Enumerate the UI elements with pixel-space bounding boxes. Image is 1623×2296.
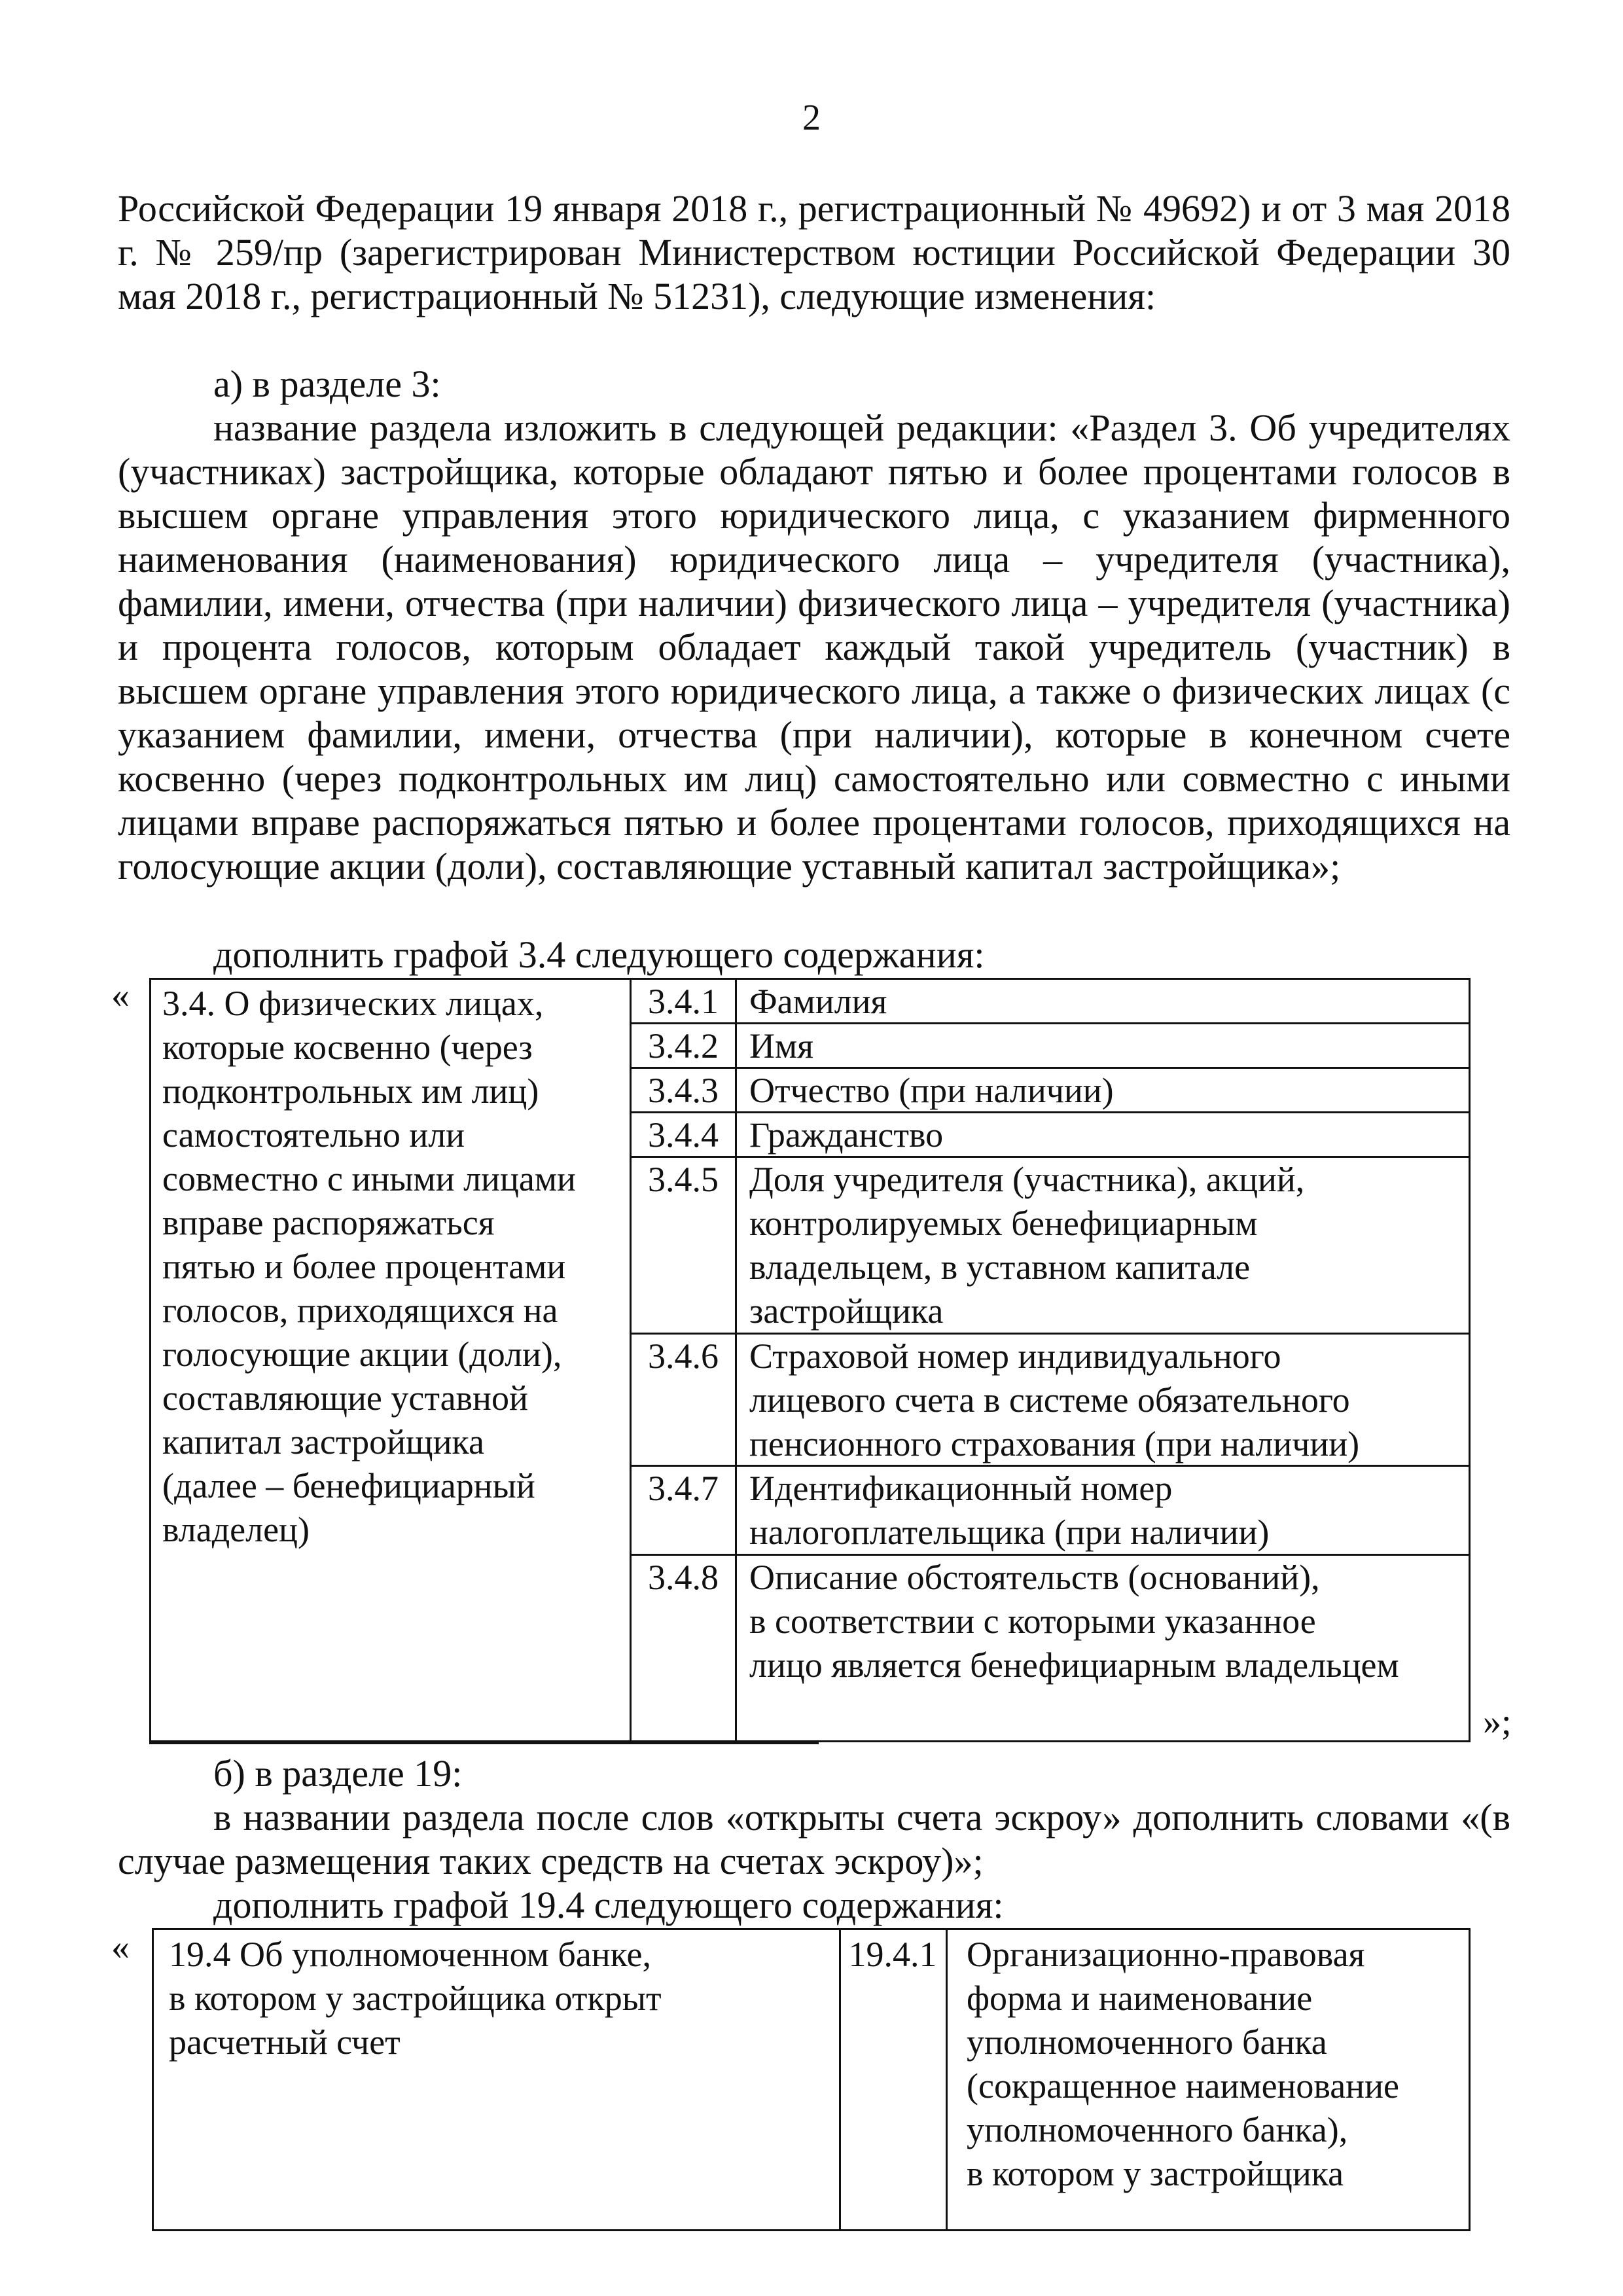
table-3-4-code: 3.4.8 (648, 1558, 719, 1597)
table-19-4-code: 19.4.1 (848, 1935, 937, 1974)
table-3-4-left-line: капитал застройщика (162, 1422, 484, 1462)
table-3-4-desc: в соответствии с которыми указанное (749, 1602, 1316, 1641)
table-3-4-left-line: вправе распоряжаться (162, 1203, 495, 1242)
table-3-4-desc: налогоплательщика (при наличии) (749, 1513, 1270, 1552)
table-3-4-code: 3.4.7 (648, 1469, 719, 1508)
table-3-4-close-quote: »; (1483, 1702, 1512, 1742)
table-19-4-desc: уполномоченного банка (967, 2022, 1327, 2062)
table-3-4-code: 3.4.2 (648, 1026, 719, 1066)
table-3-4-desc: Гражданство (749, 1115, 944, 1155)
table-3-4-code: 3.4.5 (648, 1160, 719, 1199)
table-19-4-desc: Организационно-правовая (967, 1935, 1365, 1974)
table-3-4-left-line: которые косвенно (через (162, 1028, 533, 1067)
section-b-add-column-intro: дополнить графой 19.4 следующего содержания: (213, 1884, 1004, 1926)
section-a-heading: а) в разделе 3: (213, 363, 441, 405)
table-3-4-right-border (1469, 978, 1471, 1742)
table-3-4-desc: лицевого счета в системе обязательного (749, 1380, 1350, 1420)
table-19-4-desc: (сокращенное наименование (967, 2066, 1399, 2106)
table-3-4-desc: владельцем, в уставном капитале (749, 1247, 1251, 1287)
table-19-4-left-line: 19.4 Об уполномоченном банке, (169, 1935, 652, 1974)
table-3-4-bottom-border (149, 1740, 1471, 1742)
table-3-4-left-line: совместно с иными лицами (162, 1159, 576, 1198)
table-3-4-desc: Страховой номер индивидуального (749, 1336, 1281, 1376)
table-3-4-desc: Имя (749, 1026, 814, 1066)
table-3-4-desc: лицо является бенефициарным владельцем (749, 1645, 1399, 1685)
table-3-4-code: 3.4.4 (648, 1115, 719, 1155)
table-3-4-left-line: (далее – бенефициарный (162, 1466, 535, 1505)
table-3-4-open-quote: « (111, 975, 130, 1016)
table-19-4-desc: уполномоченного банка), (967, 2110, 1348, 2149)
table-3-4-desc: пенсионного страхования (при наличии) (749, 1424, 1360, 1463)
table-19-4-divider-code (946, 1928, 948, 2231)
table-3-4-left-line: 3.4. О физических лицах, (162, 984, 544, 1023)
section-b-heading: б) в разделе 19: (213, 1752, 463, 1795)
table-19-4-bottom-border (152, 2229, 1471, 2231)
table-3-4-left-line: владелец) (162, 1510, 310, 1549)
table-3-4-code: 3.4.3 (648, 1071, 719, 1110)
table-3-4-desc: застройщика (749, 1291, 944, 1331)
table-3-4-left-line: голосующие акции (доли), (162, 1335, 562, 1374)
page-number: 2 (802, 98, 821, 138)
section-b-title-change: в названии раздела после слов «открыты счета эскроу» дополнить словами «(в случае размещения таких средств на счетах эскроу)»; (118, 1796, 1510, 1882)
table-19-4-desc: форма и наименование (967, 1979, 1313, 2018)
table-3-4-code: 3.4.1 (648, 982, 719, 1021)
table-19-4-open-quote: « (111, 1927, 130, 1967)
table-3-4-desc: Фамилия (749, 982, 887, 1021)
table-19-4-left-line: расчетный счет (169, 2022, 401, 2062)
table-3-4-desc: Доля учредителя (участника), акций, (749, 1160, 1305, 1199)
table-3-4-left-line: самостоятельно или (162, 1115, 465, 1155)
table-19-4-desc: в котором у застройщика (967, 2154, 1344, 2193)
table-19-4-top-border (152, 1928, 1471, 1930)
intro-paragraph: Российской Федерации 19 января 2018 г., регистрационный № 49692) и от 3 мая 2018 г. № 259/пр (зарегистрирован Министерством юстиции Российской Федерации 30 мая 2018 г., регистрационный № 51231), следующие изменения: (118, 187, 1510, 317)
table-19-4-left-border (152, 1928, 154, 2231)
table-3-4-code: 3.4.6 (648, 1336, 719, 1376)
section-a-title-change: название раздела изложить в следующей редакции: «Раздел 3. Об учредителях (участниках) застройщика, которые обладают пятью и более процентами голосов в высшем органе управления этого юридического лица, с указанием фирменного наименования (наименования) юридического лица – учредителя (участника), фамилии, имени, отчества (при наличии) физического лица – учредителя (участника) и процента голосов, которым обладает каждый такой учредитель (участник) в высшем органе управления этого юридического лица, а также о физических лицах (с указанием фамилии, имени, отчества (при наличии), которые в конечном счете косвенно (через подконтрольных им лиц) самостоятельно или совместно с иными лицами вправе распоряжаться пятью и более процентами голосов, приходящихся на голосующие акции (доли), составляющие уставный капитал застройщика»; (118, 406, 1510, 888)
table-19-4-left-line: в котором у застройщика открыт (169, 1979, 662, 2018)
table-3-4-desc: Идентификационный номер (749, 1469, 1173, 1508)
table-3-4-desc: контролируемых бенефициарным (749, 1204, 1258, 1243)
table-3-4-desc: Отчество (при наличии) (749, 1071, 1114, 1110)
table-3-4-left-line: голосов, приходящихся на (162, 1291, 558, 1330)
section-a-add-column-intro: дополнить графой 3.4 следующего содержания: (213, 933, 985, 976)
table-3-4-left-line: составляющие уставной (162, 1378, 528, 1418)
table-3-4-left-line: пятью и более процентами (162, 1247, 566, 1286)
table-3-4-left-line: подконтрольных им лиц) (162, 1071, 539, 1111)
table-19-4-right-border (1469, 1928, 1471, 2231)
table-3-4-desc: Описание обстоятельств (оснований), (749, 1558, 1320, 1597)
